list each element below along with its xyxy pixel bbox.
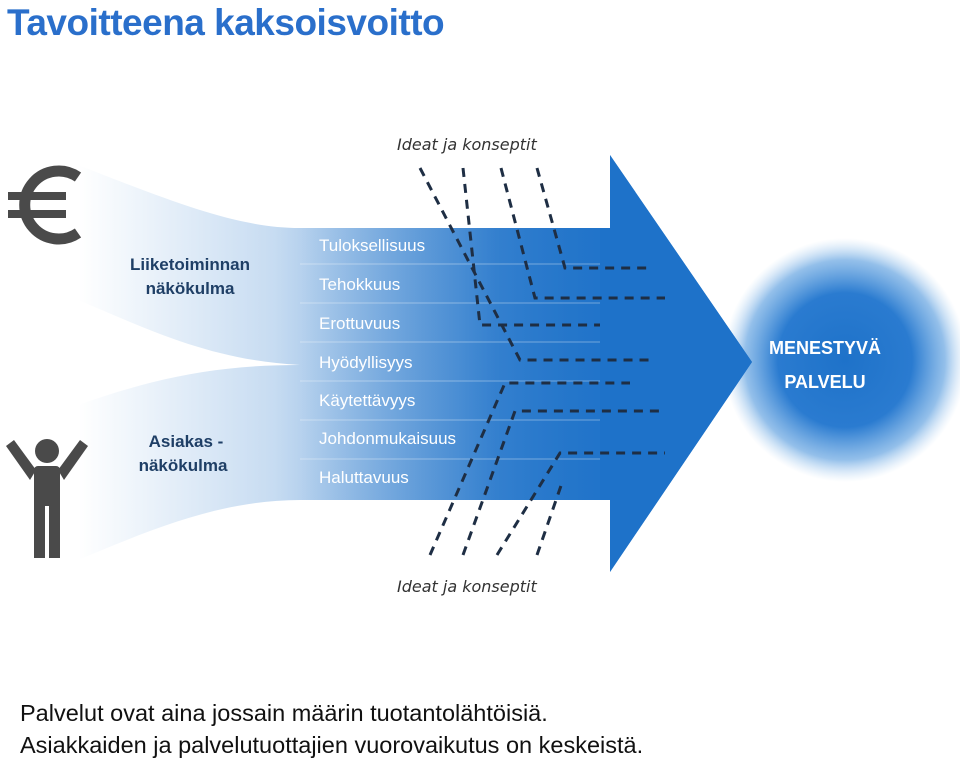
caption (20, 697, 643, 761)
property-label: Erottuvuus (319, 314, 401, 333)
ideas-label-bottom: Ideat ja konseptit (397, 577, 537, 596)
caption-line-1: Palvelut ovat aina jossain määrin tuotantolähtöisiä. (20, 700, 548, 726)
customer-perspective-label-2: näkökulma (138, 456, 228, 475)
goal-label-2: PALVELU (784, 372, 866, 392)
property-label: Tuloksellisuus (319, 236, 426, 255)
person-icon (6, 439, 88, 558)
property-label: Johdonmukaisuus (319, 429, 457, 448)
customer-perspective-label-1: Asiakas - (148, 432, 224, 451)
goal-label-1: MENESTYVÄ (768, 338, 882, 358)
property-label: Käytettävyys (319, 391, 416, 410)
euro-icon (8, 171, 78, 239)
business-perspective-label-1: Liiketoiminnan (130, 255, 250, 274)
property-label: Tehokkuus (319, 275, 401, 294)
arrow-head (600, 155, 752, 572)
ideas-label-top: Ideat ja konseptit (397, 135, 537, 154)
property-label: Hyödyllisyys (319, 353, 413, 372)
caption-line-2: Asiakkaiden ja palvelutuottajien vuorovaikutus on keskeistä. (20, 732, 644, 758)
goal-circle (723, 238, 960, 482)
page-title: Tavoitteena kaksoisvoitto (7, 2, 445, 43)
property-label: Haluttavuus (319, 468, 409, 487)
business-perspective-label-2: näkökulma (145, 279, 235, 298)
